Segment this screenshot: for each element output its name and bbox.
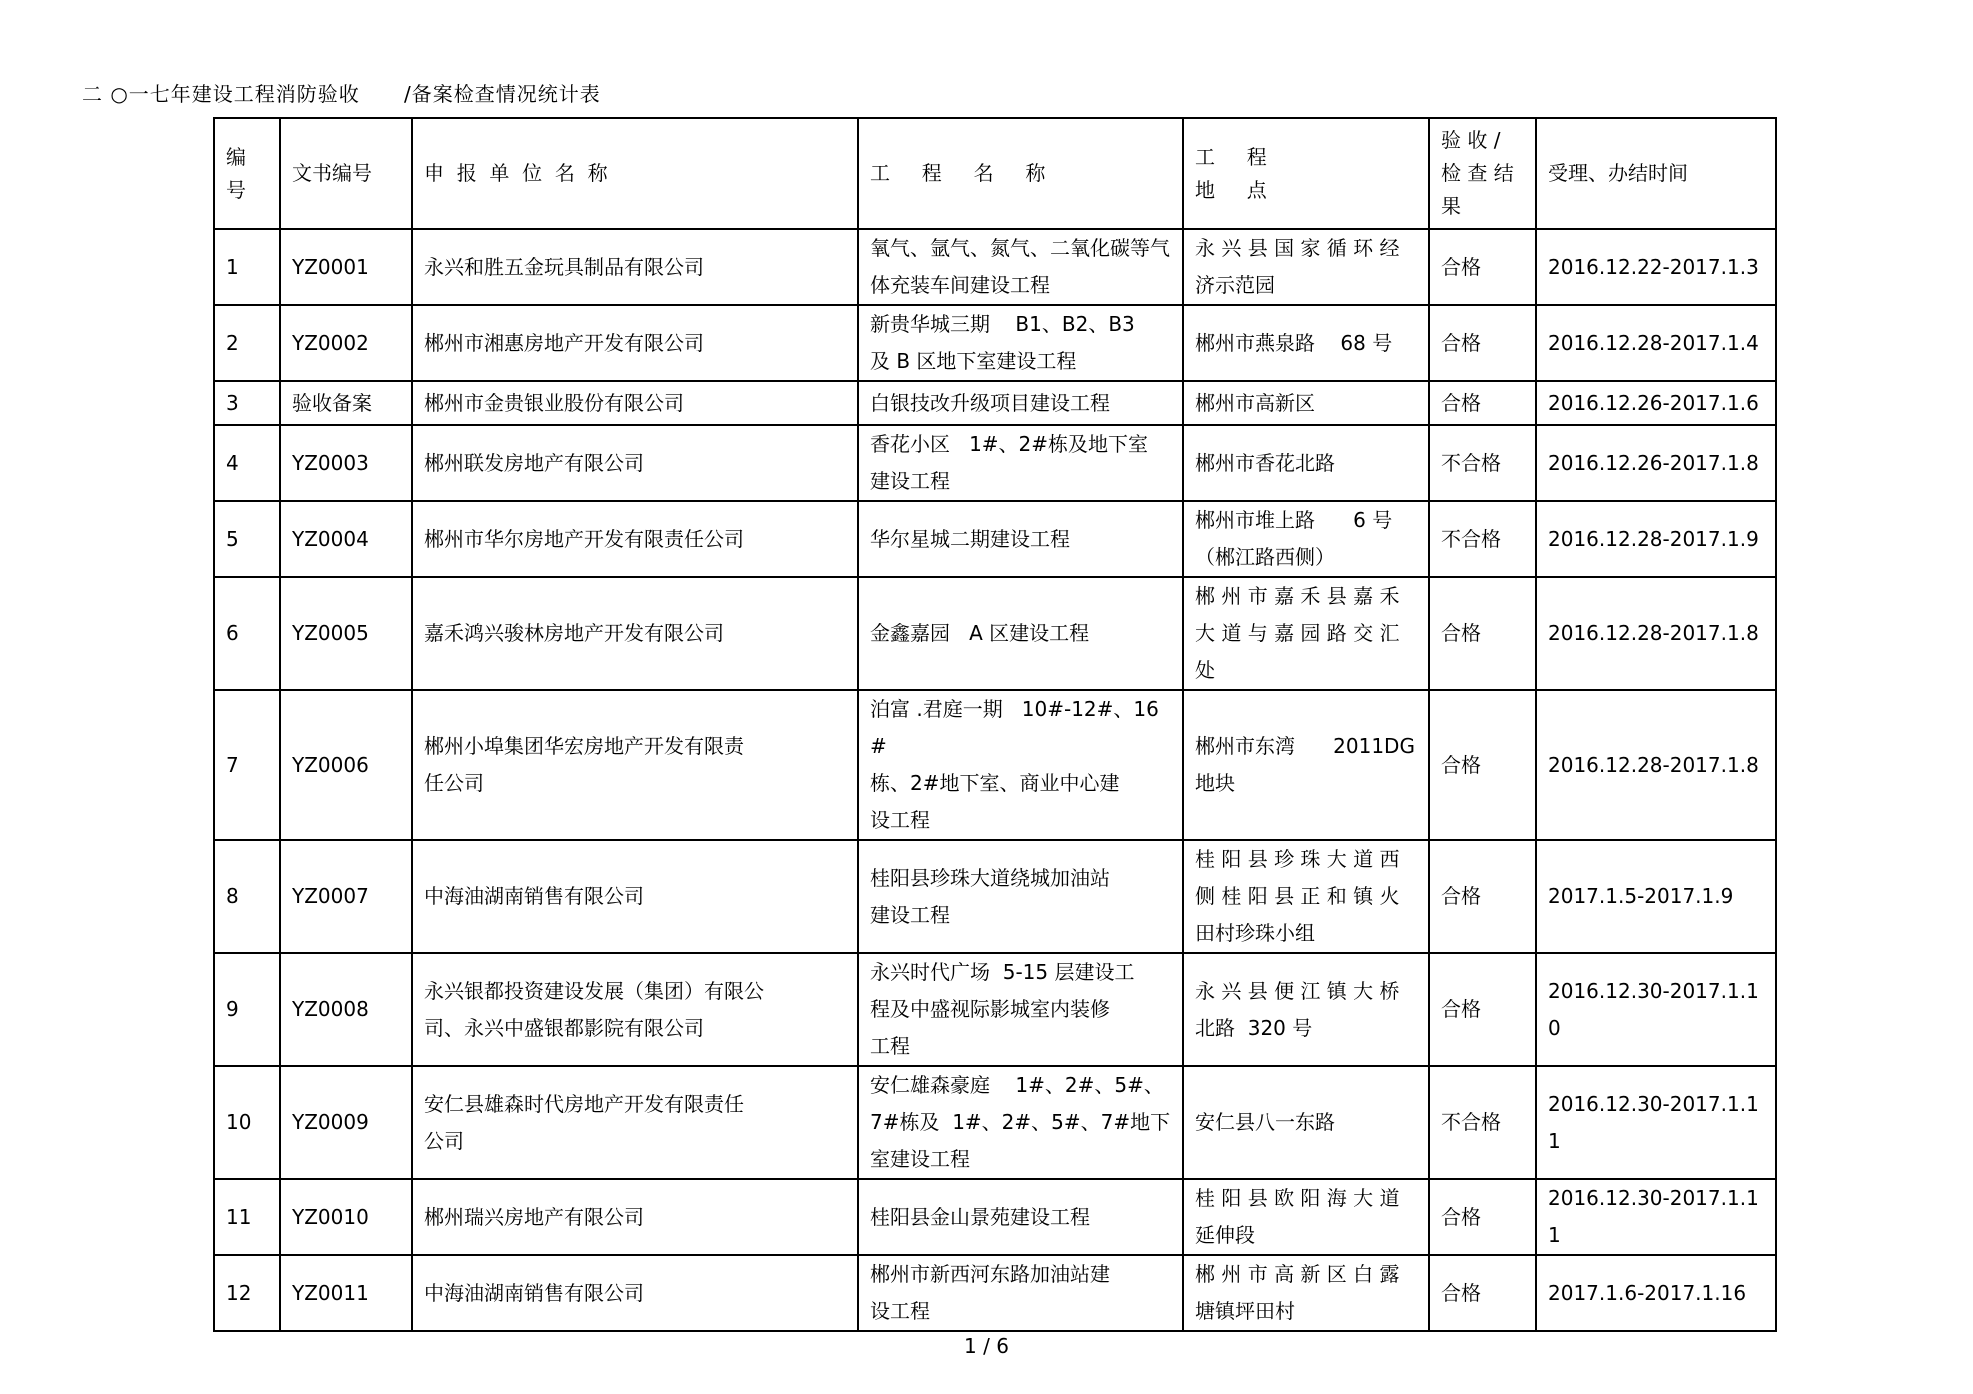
table-row (214, 501, 1776, 577)
cell-result: 不合格 (1429, 425, 1536, 501)
cell-project-name: 泊富 .君庭一期 10#-12#、16# 栋、2#地下室、商业中心建 设工程 (858, 690, 1183, 840)
table-row (214, 425, 1776, 501)
cell-document-number: YZ0008 (280, 953, 412, 1066)
cell-project-location: 桂 阳 县 欧 阳 海 大 道 延伸段 (1183, 1179, 1429, 1255)
cell-applicant-unit: 郴州小埠集团华宏房地产开发有限责 任公司 (412, 690, 858, 840)
cell-processing-time: 2016.12.28-2017.1.8 (1536, 577, 1776, 690)
table-row (214, 1066, 1776, 1179)
inspection-table (213, 117, 1777, 1332)
cell-number: 5 (214, 501, 280, 577)
cell-result: 合格 (1429, 953, 1536, 1066)
cell-document-number: YZ0002 (280, 305, 412, 381)
cell-applicant-unit: 郴州市湘惠房地产开发有限公司 (412, 305, 858, 381)
cell-document-number: YZ0006 (280, 690, 412, 840)
cell-project-name: 安仁雄森豪庭 1#、2#、5#、 7#栋及 1#、2#、5#、7#地下 室建设工程 (858, 1066, 1183, 1179)
cell-processing-time: 2016.12.28-2017.1.8 (1536, 690, 1776, 840)
page-number: 1 / 6 (964, 1334, 1009, 1358)
table-row (214, 690, 1776, 840)
table-row (214, 953, 1776, 1066)
cell-document-number: YZ0010 (280, 1179, 412, 1255)
cell-result: 合格 (1429, 305, 1536, 381)
cell-result: 合格 (1429, 1255, 1536, 1331)
cell-result: 不合格 (1429, 501, 1536, 577)
cell-applicant-unit: 郴州市金贵银业股份有限公司 (412, 381, 858, 425)
cell-project-name: 永兴时代广场 5-15 层建设工 程及中盛视际影城室内装修 工程 (858, 953, 1183, 1066)
cell-processing-time: 2016.12.30-2017.1.1 0 (1536, 953, 1776, 1066)
cell-result: 合格 (1429, 690, 1536, 840)
cell-document-number: YZ0011 (280, 1255, 412, 1331)
cell-result: 合格 (1429, 577, 1536, 690)
cell-project-name: 华尔星城二期建设工程 (858, 501, 1183, 577)
header-applicant-unit: 申 报 单 位 名 称 (412, 118, 858, 229)
cell-project-location: 郴州市香花北路 (1183, 425, 1429, 501)
table-header-row (214, 118, 1776, 229)
cell-processing-time: 2016.12.28-2017.1.9 (1536, 501, 1776, 577)
cell-project-name: 郴州市新西河东路加油站建 设工程 (858, 1255, 1183, 1331)
cell-project-location: 郴 州 市 嘉 禾 县 嘉 禾 大 道 与 嘉 园 路 交 汇 处 (1183, 577, 1429, 690)
cell-processing-time: 2017.1.5-2017.1.9 (1536, 840, 1776, 953)
cell-number: 11 (214, 1179, 280, 1255)
cell-project-name: 白银技改升级项目建设工程 (858, 381, 1183, 425)
cell-number: 7 (214, 690, 280, 840)
cell-document-number: 验收备案 (280, 381, 412, 425)
cell-applicant-unit: 郴州市华尔房地产开发有限责任公司 (412, 501, 858, 577)
cell-number: 4 (214, 425, 280, 501)
cell-result: 合格 (1429, 840, 1536, 953)
cell-number: 8 (214, 840, 280, 953)
cell-processing-time: 2016.12.30-2017.1.1 1 (1536, 1066, 1776, 1179)
cell-project-name: 新贵华城三期 B1、B2、B3 及 B 区地下室建设工程 (858, 305, 1183, 381)
cell-document-number: YZ0005 (280, 577, 412, 690)
cell-applicant-unit: 永兴和胜五金玩具制品有限公司 (412, 229, 858, 305)
cell-project-name: 桂阳县金山景苑建设工程 (858, 1179, 1183, 1255)
cell-number: 10 (214, 1066, 280, 1179)
cell-project-location: 郴州市东湾 2011DG 地块 (1183, 690, 1429, 840)
cell-result: 合格 (1429, 381, 1536, 425)
cell-processing-time: 2016.12.26-2017.1.6 (1536, 381, 1776, 425)
cell-applicant-unit: 中海油湖南销售有限公司 (412, 1255, 858, 1331)
cell-processing-time: 2016.12.26-2017.1.8 (1536, 425, 1776, 501)
cell-project-location: 郴 州 市 高 新 区 白 露 塘镇坪田村 (1183, 1255, 1429, 1331)
cell-processing-time: 2017.1.6-2017.1.16 (1536, 1255, 1776, 1331)
cell-project-location: 桂 阳 县 珍 珠 大 道 西 侧 桂 阳 县 正 和 镇 火 田村珍珠小组 (1183, 840, 1429, 953)
table-row (214, 1255, 1776, 1331)
cell-processing-time: 2016.12.28-2017.1.4 (1536, 305, 1776, 381)
cell-applicant-unit: 郴州瑞兴房地产有限公司 (412, 1179, 858, 1255)
header-project-name: 工 程 名 称 (858, 118, 1183, 229)
cell-project-location: 永 兴 县 便 江 镇 大 桥 北路 320 号 (1183, 953, 1429, 1066)
header-number: 编 号 (214, 118, 280, 229)
table-body (214, 229, 1776, 1331)
cell-number: 3 (214, 381, 280, 425)
cell-document-number: YZ0004 (280, 501, 412, 577)
table-row (214, 577, 1776, 690)
cell-document-number: YZ0001 (280, 229, 412, 305)
header-processing-time: 受理、办结时间 (1536, 118, 1776, 229)
table-row (214, 381, 1776, 425)
cell-project-location: 安仁县八一东路 (1183, 1066, 1429, 1179)
cell-applicant-unit: 永兴银都投资建设发展（集团）有限公 司、永兴中盛银都影院有限公司 (412, 953, 858, 1066)
cell-document-number: YZ0003 (280, 425, 412, 501)
cell-applicant-unit: 郴州联发房地产有限公司 (412, 425, 858, 501)
cell-number: 6 (214, 577, 280, 690)
cell-number: 2 (214, 305, 280, 381)
cell-project-location: 郴州市高新区 (1183, 381, 1429, 425)
cell-project-location: 永 兴 县 国 家 循 环 经 济示范园 (1183, 229, 1429, 305)
cell-project-location: 郴州市堆上路 6 号 （郴江路西侧） (1183, 501, 1429, 577)
cell-document-number: YZ0007 (280, 840, 412, 953)
document-title: 二 ○一七年建设工程消防验收 /备案检查情况统计表 (82, 82, 601, 106)
cell-number: 1 (214, 229, 280, 305)
cell-number: 9 (214, 953, 280, 1066)
cell-processing-time: 2016.12.30-2017.1.1 1 (1536, 1179, 1776, 1255)
header-document-number: 文书编号 (280, 118, 412, 229)
cell-project-name: 香花小区 1#、2#栋及地下室 建设工程 (858, 425, 1183, 501)
table-row (214, 840, 1776, 953)
cell-applicant-unit: 安仁县雄森时代房地产开发有限责任 公司 (412, 1066, 858, 1179)
cell-number: 12 (214, 1255, 280, 1331)
cell-processing-time: 2016.12.22-2017.1.3 (1536, 229, 1776, 305)
header-result: 验 收 / 检 查 结 果 (1429, 118, 1536, 229)
cell-applicant-unit: 嘉禾鸿兴骏林房地产开发有限公司 (412, 577, 858, 690)
cell-project-location: 郴州市燕泉路 68 号 (1183, 305, 1429, 381)
cell-project-name: 氧气、氩气、氮气、二氧化碳等气体充装车间建设工程 (858, 229, 1183, 305)
cell-result: 不合格 (1429, 1066, 1536, 1179)
cell-project-name: 金鑫嘉园 A 区建设工程 (858, 577, 1183, 690)
cell-result: 合格 (1429, 1179, 1536, 1255)
table-row (214, 229, 1776, 305)
header-project-location: 工 程 地 点 (1183, 118, 1429, 229)
table-row (214, 305, 1776, 381)
cell-project-name: 桂阳县珍珠大道绕城加油站 建设工程 (858, 840, 1183, 953)
cell-result: 合格 (1429, 229, 1536, 305)
cell-applicant-unit: 中海油湖南销售有限公司 (412, 840, 858, 953)
cell-document-number: YZ0009 (280, 1066, 412, 1179)
table-row (214, 1179, 1776, 1255)
